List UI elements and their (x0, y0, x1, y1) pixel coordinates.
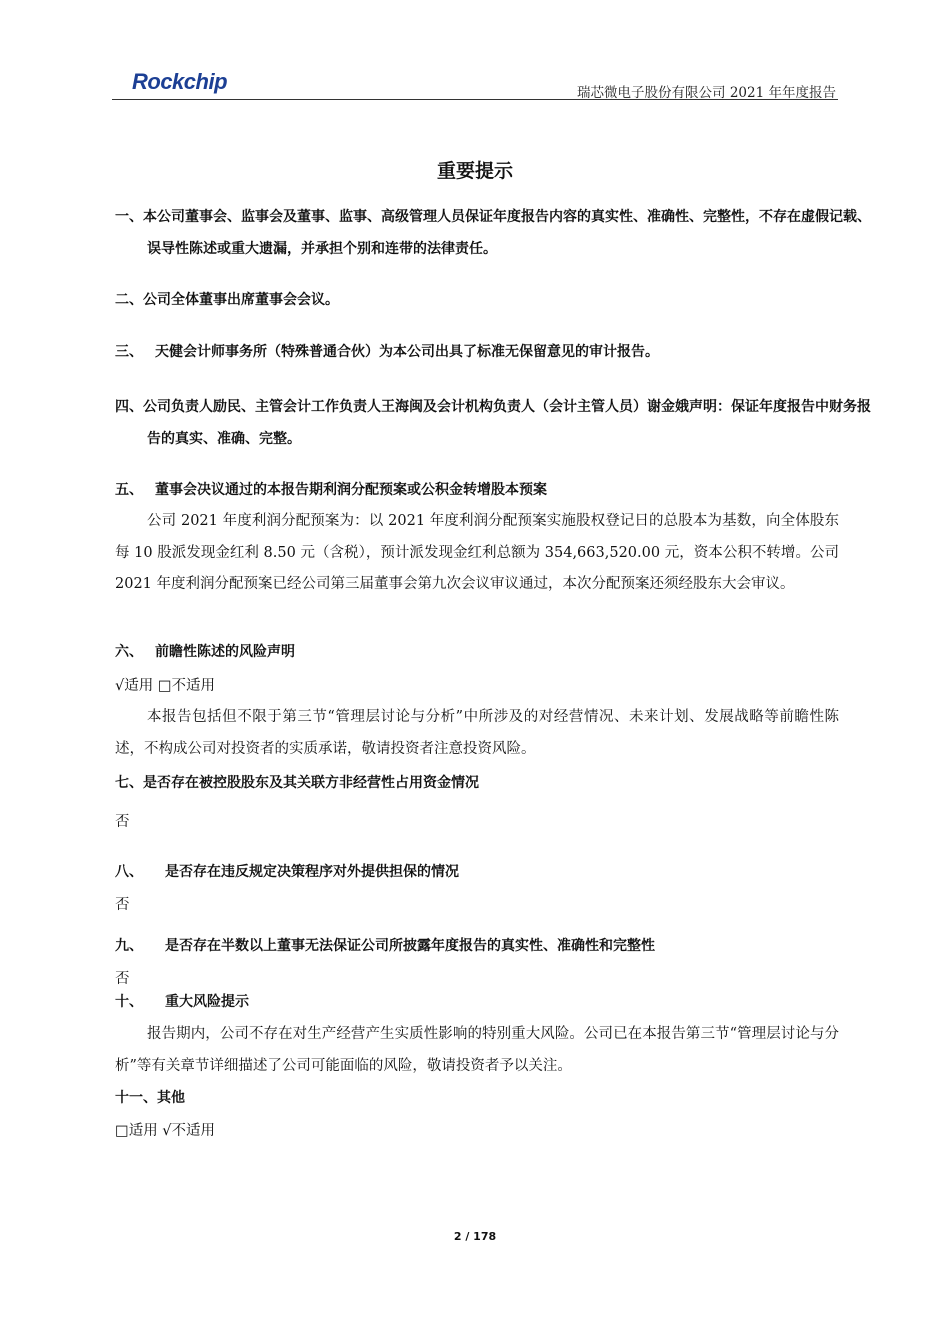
section-4 (115, 391, 871, 455)
section-9-answer: 否 (115, 971, 130, 987)
section-7-number: 七、 (115, 775, 143, 791)
section-2-text: 公司全体董事出席董事会会议。 (143, 292, 339, 308)
section-5-text: 董事会决议通过的本报告期利润分配预案或公积金转增股本预案 (155, 482, 547, 498)
section-6-applicability: √适用 □不适用 (115, 678, 216, 694)
header-divider (112, 99, 838, 100)
section-10-text: 重大风险提示 (165, 994, 249, 1010)
section-1-text: 本公司董事会、监事会及董事、监事、高级管理人员保证年度报告内容的真实性、准确性、完整性，不存在虚假记载、误导性陈述或重大遗漏，并承担个别和连带的法律责任。 (143, 209, 871, 257)
section-8-number: 八、 (115, 864, 143, 880)
section-11-number: 十一、 (115, 1090, 157, 1106)
section-6-body: 本报告包括但不限于第三节“管理层讨论与分析”中所涉及的对经营情况、未来计划、发展战略等前瞻性陈述，不构成公司对投资者的实质承诺，敬请投资者注意投资风险。 (115, 709, 839, 757)
section-3 (115, 336, 839, 368)
section-8-text: 是否存在违反规定决策程序对外提供担保的情况 (165, 864, 459, 880)
section-6-number: 六、 (115, 644, 143, 660)
section-10-body: 报告期内，公司不存在对生产经营产生实质性影响的特别重大风险。公司已在本报告第三节“管理层讨论与分析”等有关章节详细描述了公司可能面临的风险，敬请投资者予以关注。 (115, 1026, 839, 1074)
section-7-answer: 否 (115, 814, 130, 830)
section-7-heading (115, 767, 839, 799)
section-1-number: 一、 (115, 209, 143, 225)
section-9-heading (115, 930, 839, 962)
rockchip-logo: Rockchip (132, 69, 228, 94)
page-title: 重要提示 (436, 160, 513, 182)
section-1 (115, 201, 871, 265)
section-2 (115, 284, 839, 316)
section-4-text: 公司负责人励民、主管会计工作负责人王海闽及会计机构负责人（会计主管人员）谢金娥声明：保证年度报告中财务报告的真实、准确、完整。 (143, 399, 871, 447)
section-6-heading (115, 636, 839, 668)
page-number: 2 / 178 (453, 1230, 497, 1243)
section-11-applicability: □适用 √不适用 (115, 1123, 216, 1139)
section-3-text: 天健会计师事务所（特殊普通合伙）为本公司出具了标准无保留意见的审计报告。 (155, 344, 659, 360)
section-4-number: 四、 (115, 399, 143, 415)
section-5-heading (115, 474, 839, 506)
section-8-answer: 否 (115, 897, 130, 913)
section-10-heading (115, 986, 839, 1018)
section-8-heading (115, 856, 839, 888)
report-title: 瑞芯微电子股份有限公司 2021 年年度报告 (577, 85, 836, 101)
section-11-heading (115, 1082, 839, 1114)
section-7-text: 是否存在被控股股东及其关联方非经营性占用资金情况 (143, 775, 479, 791)
section-3-number: 三、 (115, 344, 143, 360)
section-9-number: 九、 (115, 938, 143, 954)
section-9-text: 是否存在半数以上董事无法保证公司所披露年度报告的真实性、准确性和完整性 (165, 938, 655, 954)
section-11-text: 其他 (157, 1090, 185, 1106)
section-5-body: 公司 2021 年度利润分配预案为：以 2021 年度利润分配预案实施股权登记日的总股本为基数，向全体股东每 10 股派发现金红利 8.50 元（含税），预计派发现金红利总额为 354,663,520.00 元，资本公积不转增。公司 2021 年度利润分配预案已经公司第三届董事会第九次会议审议通过，本次分配预案还须经股东大会审议。 (115, 513, 839, 592)
section-5-number: 五、 (115, 482, 143, 498)
section-10-number: 十、 (115, 994, 143, 1010)
section-6-text: 前瞻性陈述的风险声明 (155, 644, 295, 660)
page-header (112, 64, 838, 100)
section-2-number: 二、 (115, 292, 143, 308)
